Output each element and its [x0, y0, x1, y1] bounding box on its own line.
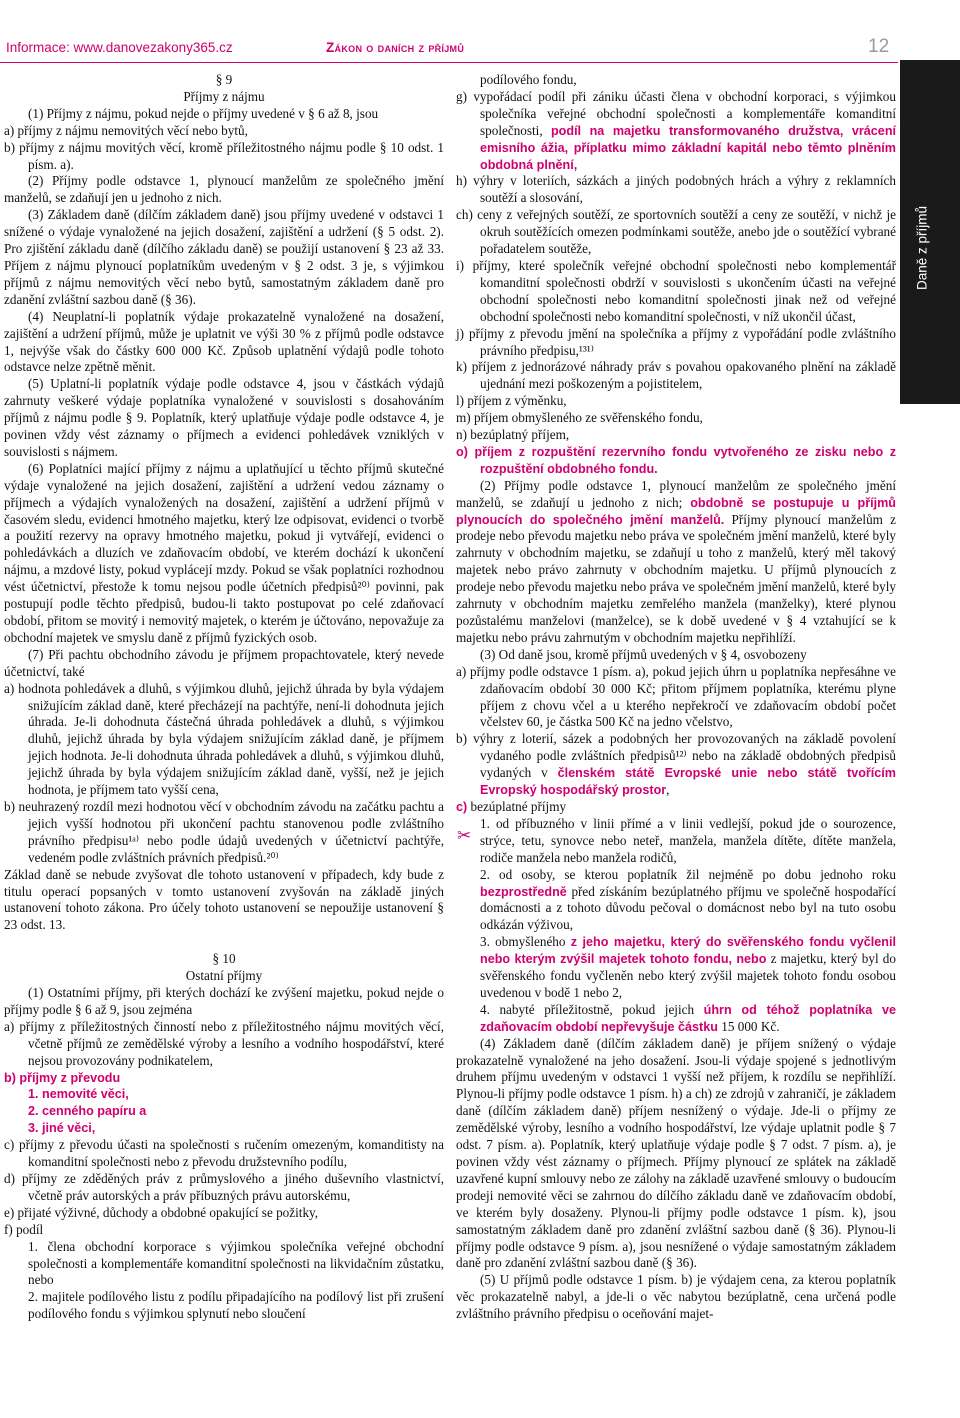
- section-heading: [4, 968, 444, 985]
- sub-list-item: [4, 1086, 444, 1103]
- text-fragment: § 10: [212, 951, 236, 967]
- text-fragment: před získáním bezúplatného příjmu ve společně hospodařící domácnosti a z tohoto důvodu pečoval o domácnost nebo byl na tuto osobu odkázán výživou,: [480, 883, 896, 933]
- sub-list-item: [4, 1103, 444, 1120]
- text-fragment: l) příjem z výměnku,: [456, 393, 567, 409]
- list-item: [456, 410, 896, 427]
- list-item: [456, 173, 896, 207]
- left-column: [4, 72, 444, 1323]
- paragraph: [4, 647, 444, 681]
- section-heading: [4, 951, 444, 968]
- text-fragment: (2) Příjmy podle odstavce 1, plynoucí manželům ze společného jmění manželů, se zdaňují u jednoho z nich;: [456, 477, 896, 510]
- text-fragment: ch) ceny z veřejných soutěží, ze sportovních soutěží a ceny ze soutěží, v nichž je okruh soutěžících omezen podmínkami soutěže, anebo jde o soutěžící vybrané pořadatelem soutěže,: [456, 207, 896, 257]
- list-item: [456, 731, 896, 799]
- side-tab-label: Daně z příjmů: [914, 205, 930, 291]
- list-item: [456, 326, 896, 360]
- law-title: Zákon o daních z příjmů: [326, 40, 465, 55]
- text-fragment: m) příjem obmyšleného ze svěřenského fondu,: [456, 410, 703, 426]
- paragraph: [4, 173, 444, 207]
- text-fragment: (5) Uplatní-li poplatník výdaje podle odstavce 4, jsou v částkách výdajů zahrnuty veškeré výdaje poplatníka vynaložené v souvislosti s dosahováním příjmů z nájmu podle § 9. Poplatník, který uplatňuje výdaje podle odstavce 4, je povinen vždy vést záznamy o příjmech a evidenci pohledávek vzniklých v souvislosti s nájmem.: [4, 376, 444, 459]
- text-fragment: h) výhry v loteriích, sázkách a jiných podobných hrách a výhry z reklamních soutěží a slosování,: [456, 173, 896, 206]
- page-header: [0, 36, 960, 64]
- text-fragment: a) příjmy z příležitostných činností nebo z příležitostného nájmu movitých věcí, včetně příjmů ze zemědělské výroby a lesního a vodního hospodářství, které nejsou provozovány podnikatelem,: [4, 1018, 444, 1068]
- list-item: [456, 799, 896, 816]
- paragraph: [456, 1272, 896, 1323]
- paragraph: [456, 478, 896, 647]
- right-column: [456, 72, 896, 1323]
- spacer: [4, 934, 444, 951]
- text-fragment: d) příjmy ze zděděných práv z průmyslového a jiného duševního vlastnictví, včetně práv autorských a práv příbuzných právu autorskému,: [4, 1171, 444, 1203]
- text-fragment: 1. od příbuzného v linii přímé a v linii vedlejší, pokud jde o sourozence, strýce, tetu, synovce nebo neteř, manžela, manžela dítěte, dítěte manžela, rodiče manžela nebo manžela rodičů,: [480, 815, 896, 865]
- text-fragment: e) přijaté výživné, důchody a obdobné opakující se požitky,: [4, 1204, 319, 1220]
- text-fragment: (4) Základem daně (dílčím základem daně) je příjem snížený o výdaje prokazatelně vynaložené na jeho dosažení. Jsou-li výdaje spojené s jednotlivým druhem příjmu uvedeným v odstavci 1 vyšší než příjem, k rozdílu se nepřihlíží. Plynou-li příjmy podle odstavce 1 písm. h) a ch) ze zdrojů v zahraničí, je základem daně (dílčím základem daně) příjem nesnížený o výdaje. Jde-li o příjmy ze zemědělské výroby, lesního a vodního hospodářství, lze výdaje uplatnit podle § 7 odst. 7 písm. a). Poplatník, který uplatňuje výdaje podle § 7 odst. 7 písm. a), je povinen vždy vést záznamy o příjmech. Příjmy plynoucí ze splátek na základě uzavřené kupní smlouvy nebo ze zálohy na základě uzavřené smlouvy o budoucím prodeji nemovité věci se zahrnou do dílčího základu daně ve zdaňovacím období, ve kterém byly dosaženy. Plynou-li příjmy podle odstavce 1 písm. k), jsou samostatným základem daně pro zdanění zvláštní sazbou daně (§ 36). Plynou-li příjmy podle odstavce 9 písm. a), jsou nesnížené o výdaje samostatným základem daně pro zdanění zvláštní sazbou daně (§ 36).: [456, 1035, 896, 1271]
- highlighted-amendment: o) příjem z rozpuštění rezervního fondu vytvořeného ze zisku nebo z rozpuštění obdobného fondu.: [456, 444, 896, 476]
- text-fragment: 4. nabyté příležitostně, pokud jejich: [480, 1001, 704, 1017]
- list-item: [4, 123, 444, 140]
- text-fragment: (4) Neuplatní-li poplatník výdaje prokazatelně vynaložené na dosažení, zajištění a udržení příjmů, může je uplatnit ve výši 30 % z příjmů podle odstavce 1, nejvýše však do částky 600 000 Kč. Způsob uplatnění výdajů podle tohoto odstavce nelze zpětně měnit.: [4, 308, 444, 375]
- paragraph: [4, 376, 444, 461]
- list-item: [456, 393, 896, 410]
- list-item: [456, 664, 896, 732]
- text-fragment: (7) Při pachtu obchodního závodu je příjmem propachtovatele, který nevede účetnictví, také: [4, 646, 444, 679]
- paragraph: [4, 309, 444, 377]
- highlighted-amendment: 2. cenného papíru a: [28, 1104, 147, 1119]
- paragraph: [4, 106, 444, 123]
- list-item: [4, 681, 444, 799]
- text-fragment: Základ daně se nebude zvyšovat dle tohoto ustanovení v případech, kdy bude z titulu operací popsaných v tomto ustanovení zvyšován na základě jiných ustanovení tohoto zákona. Pro účely tohoto ustanovení se nepoužije ustanovení § 23 odst. 13.: [4, 866, 444, 933]
- text-fragment: (2) Příjmy podle odstavce 1, plynoucí manželům ze společného jmění manželů, se zdaňují jen u jednoho z nich.: [4, 173, 444, 206]
- sub-list-item: [4, 1120, 444, 1137]
- page-number: 12: [868, 36, 890, 57]
- text-fragment: 2. od osoby, se kterou poplatník žil nejméně po dobu jednoho roku: [480, 866, 896, 882]
- text-fragment: a) příjmy podle odstavce 1 písm. a), pokud jejich úhrn u poplatníka nepřesáhne ve zdaňovacím období 30 000 Kč; přitom příjmem poplatníka, kterému plyne příjem z chovu včel a u kterého nepřekročí ve zdaňovacím období počet včelstev 60, je částka 500 Kč na jedno včelstvo,: [456, 663, 896, 730]
- sub-list-item: [456, 816, 896, 867]
- highlighted-amendment: z jeho majetku, který do svěřenského fondu vyčlenil nebo kterým zvýšil majetek tohoto fondu, nebo: [480, 935, 896, 967]
- paragraph: [4, 461, 444, 647]
- text-fragment: Příjmy z nájmu: [183, 88, 265, 104]
- text-fragment: k) příjem z jednorázové náhrady práv s povahou opakovaného plnění na základě ujednání mezi poškozeným a pojistitelem,: [456, 359, 896, 392]
- sub-list-item: [456, 867, 896, 935]
- text-fragment: § 9: [215, 72, 233, 87]
- paragraph: [456, 647, 896, 664]
- text-fragment: podílového fondu,: [480, 72, 577, 87]
- paragraph: [4, 985, 444, 1019]
- text-fragment: 1. člena obchodní korporace s výjimkou společníka veřejné obchodní společnosti a komplementáře komanditní společnosti na likvidačním zůstatku, nebo: [28, 1238, 444, 1288]
- list-item: [4, 1137, 444, 1171]
- text-fragment: (1) Příjmy z nájmu, pokud nejde o příjmy uvedené v § 6 až 8, jsou: [28, 105, 379, 121]
- side-tab: [900, 60, 960, 404]
- text-fragment: a) příjmy z nájmu nemovitých věcí nebo bytů,: [4, 122, 248, 138]
- text-fragment: (5) U příjmů podle odstavce 1 písm. b) je výdajem cena, za kterou poplatník věc prokazatelně nabyl, a jde-li o věc nabytou bezúplatně, cena určená podle zvláštního právního předpisu o oceňování majet-: [456, 1272, 896, 1322]
- text-fragment: Ostatní příjmy: [185, 968, 263, 984]
- text-fragment: a) hodnota pohledávek a dluhů, s výjimkou dluhů, jejichž úhrada by byla výdajem snižujícím základ daně, které přecházejí na pachtýře, není-li dohodnuta jejich úhrada. Je-li dohodnuta částečná úhrada pohledávek a dluhů, s výjimkou dluhů, jejichž úhrada by byla výdajem snižujícím základ daně, je příjmem jejich hodnota. Je-li dohodnuta úhrada pohledávek a dluhů, s výjimkou dluhů, jejichž úhrada by byla výdajem snižujícím základ daně, vyšší, než je jejich hodnota, je příjmem tato vyšší cena,: [4, 680, 444, 798]
- scissors-icon: ✂: [457, 826, 472, 846]
- highlighted-amendment: obdobně se postupuje u příjmů plynoucích do společného jmění manželů.: [456, 495, 896, 527]
- highlighted-amendment: b) příjmy z převodu: [4, 1070, 121, 1085]
- list-item: [456, 89, 896, 174]
- list-item: [456, 207, 896, 258]
- text-fragment: c) příjmy z převodu účasti na společnosti s ručením omezeným, komanditisty na komanditní společnosti nebo z převodu družstevního podílu,: [4, 1137, 444, 1170]
- sub-list-item: [456, 72, 896, 89]
- text-fragment: f) podíl: [4, 1221, 44, 1237]
- text-fragment: g) vypořádací podíl při zániku účasti člena v obchodní korporaci, s výjimkou společníka veřejné obchodní společnosti a komplementáře komanditní společnosti,: [456, 88, 896, 138]
- paragraph: [456, 1036, 896, 1273]
- list-item: [4, 799, 444, 867]
- list-item: [456, 359, 896, 393]
- highlighted-amendment: bezprostředně: [480, 884, 567, 899]
- text-fragment: b) výhry z loterií, sázek a podobných her provozovaných na základě povolení vydaného podle zvláštních předpisů¹²⁾ nebo na základě obdobných předpisů vydaných v: [456, 731, 896, 781]
- text-fragment: 3. obmyšleného: [480, 934, 571, 950]
- list-item: [4, 1205, 444, 1222]
- list-item: [4, 1070, 444, 1087]
- paragraph: [4, 867, 444, 935]
- list-item: [456, 258, 896, 326]
- highlighted-amendment: úhrn od téhož poplatníka ve zdaňovacím období nepřevyšuje částku: [480, 1002, 896, 1034]
- section-heading: [4, 89, 444, 106]
- list-item: [456, 444, 896, 478]
- paragraph: [4, 207, 444, 308]
- highlighted-amendment: c): [456, 799, 468, 814]
- list-item: [4, 1171, 444, 1205]
- source-link[interactable]: Informace: www.danovezakony365.cz: [6, 40, 233, 55]
- highlighted-amendment: členském státě Evropské unie nebo státě tvořícím Evropský hospodářský prostor: [480, 766, 896, 798]
- list-item: [4, 140, 444, 174]
- text-fragment: (1) Ostatními příjmy, při kterých dochází ke zvýšení majetku, pokud nejde o příjmy podle § 6 až 9, jsou zejména: [4, 985, 444, 1017]
- text-fragment: n) bezúplatný příjem,: [456, 427, 570, 443]
- sub-list-item: [4, 1239, 444, 1290]
- text-fragment: 15 000 Kč.: [717, 1018, 780, 1034]
- text-fragment: (6) Poplatníci mající příjmy z nájmu a uplatňující u těchto příjmů skutečné výdaje vynaložené na jejich dosažení, zajištění a udržení vedou záznamy o příjmech a výdajích vynaložených na dosažení, zajištění a udržení příjmů v časovém sledu, evidenci hmotného majetku, který lze odpisovat, evidenci o tvorbě a použití rezervy na opravy hmotného majetku, pokud ji vytvářejí, evidenci o pohledávkách a dluzích ve zdaňovacím období, ve kterém dochází k ukončení nájmu, a mzdové listy, pokud vyplácejí mzdy. Pokud se však poplatníci rozhodnou vést účetnictví, přestože k tomu nejsou podle účetních předpisů²⁰⁾ povinni, pak postupují podle těchto předpisů, budou-li takto postupovat po celé zdaňovací období, přitom se movitý i nemovitý majetek, o kterém je účtováno, nepovažuje za obchodní majetek ve smyslu daně z příjmů fyzických osob.: [4, 460, 444, 645]
- text-fragment: (3) Základem daně (dílčím základem daně) jsou příjmy uvedené v odstavci 1 snížené o výdaje vynaložené na jejich dosažení, zajištění a udržení (§ 5 odst. 2). Pro zjištění základu daně (dílčího základu daně) se použijí ustanovení § 23 až 33. Příjem z nájmu plynoucí poplatníkům uvedeným v § 2 odst. 3 je, s výjimkou příjmů z nájmu nemovitých věcí nebo bytů, samostatným základem daně pro zdanění zvláštní sazbou daně (§ 36).: [4, 207, 444, 307]
- text-fragment: Příjmy plynoucí manželům z prodeje nebo převodu majetku nebo práva ve společném jmění manželů, které byly zahrnuty v obchodním majetku, se zdaňují u toho z manželů, který měl takový majetek nebo právo zahrnuty v obchodním majetku. U příjmů plynoucích z prodeje nebo převodu majetku nebo práva ve společném jmění manželů, které byly zahrnuty v obchodním majetku zemřelého manžela (manželky), které plynou pozůstalému manželovi (manželce), se k době uvedené v § 4 vztahující se k majetku nebo právu zahrnutým v obchodním majetku nepřihlíží.: [456, 511, 896, 645]
- text-fragment: z majetku, který byl do svěřenského fondu vyčleněn nebo který zvýšil majetek tohoto fondu osobou uvedenou v bodě 1 nebo 2,: [480, 951, 896, 1000]
- text-fragment: i) příjmy, které společník veřejné obchodní společnosti nebo komplementář komanditní společnosti obdrží v souvislosti s ukončením účasti na veřejné obchodní společnosti nebo komanditní společnosti jinak než od veřejné obchodní společnosti nebo komanditní společnosti, v níž ukončil účast,: [456, 257, 896, 324]
- sub-list-item: [456, 1002, 896, 1036]
- section-heading: [4, 72, 444, 89]
- list-item: [4, 1222, 444, 1239]
- list-item: [456, 427, 896, 444]
- header-rule: [0, 62, 898, 63]
- text-fragment: j) příjmy z převodu jmění na společníka a příjmy z vypořádání podle zvláštního právního předpisu,¹³¹⁾: [456, 325, 896, 358]
- highlighted-amendment: 3. jiné věci,: [28, 1121, 96, 1136]
- text-fragment: bezúplatné příjmy: [467, 798, 567, 814]
- text-fragment: (3) Od daně jsou, kromě příjmů uvedených v § 4, osvobozeny: [480, 646, 807, 662]
- text-fragment: 2. majitele podílového listu z podílu připadajícího na podílový list při zrušení podílového fondu s výjimkou splynutí nebo sloučení: [28, 1289, 444, 1322]
- highlighted-amendment: podíl na majetku transformovaného družstva, vrácení emisního ážia, příplatku mimo základní kapitál nebo těmto plněním obdobná plnění,: [480, 123, 897, 172]
- highlighted-amendment: 1. nemovité věci,: [28, 1087, 129, 1102]
- sub-list-item: [456, 934, 896, 1002]
- text-fragment: b) příjmy z nájmu movitých věcí, kromě příležitostného nájmu podle § 10 odst. 1 písm. a).: [4, 139, 444, 172]
- text-fragment: b) neuhrazený rozdíl mezi hodnotou věcí v obchodním závodu na začátku pachtu a jejich vyšší hodnotou při ukončení pachtu stanovenou podle zvláštního právního předpisu¹ᵃ⁾ nebo podle údajů uvedených v účetnictví pachtýře, vedeném podle zvláštních právních předpisů.²⁰⁾: [4, 798, 444, 865]
- list-item: [4, 1019, 444, 1070]
- sub-list-item: [4, 1289, 444, 1323]
- text-fragment: ,: [666, 782, 670, 798]
